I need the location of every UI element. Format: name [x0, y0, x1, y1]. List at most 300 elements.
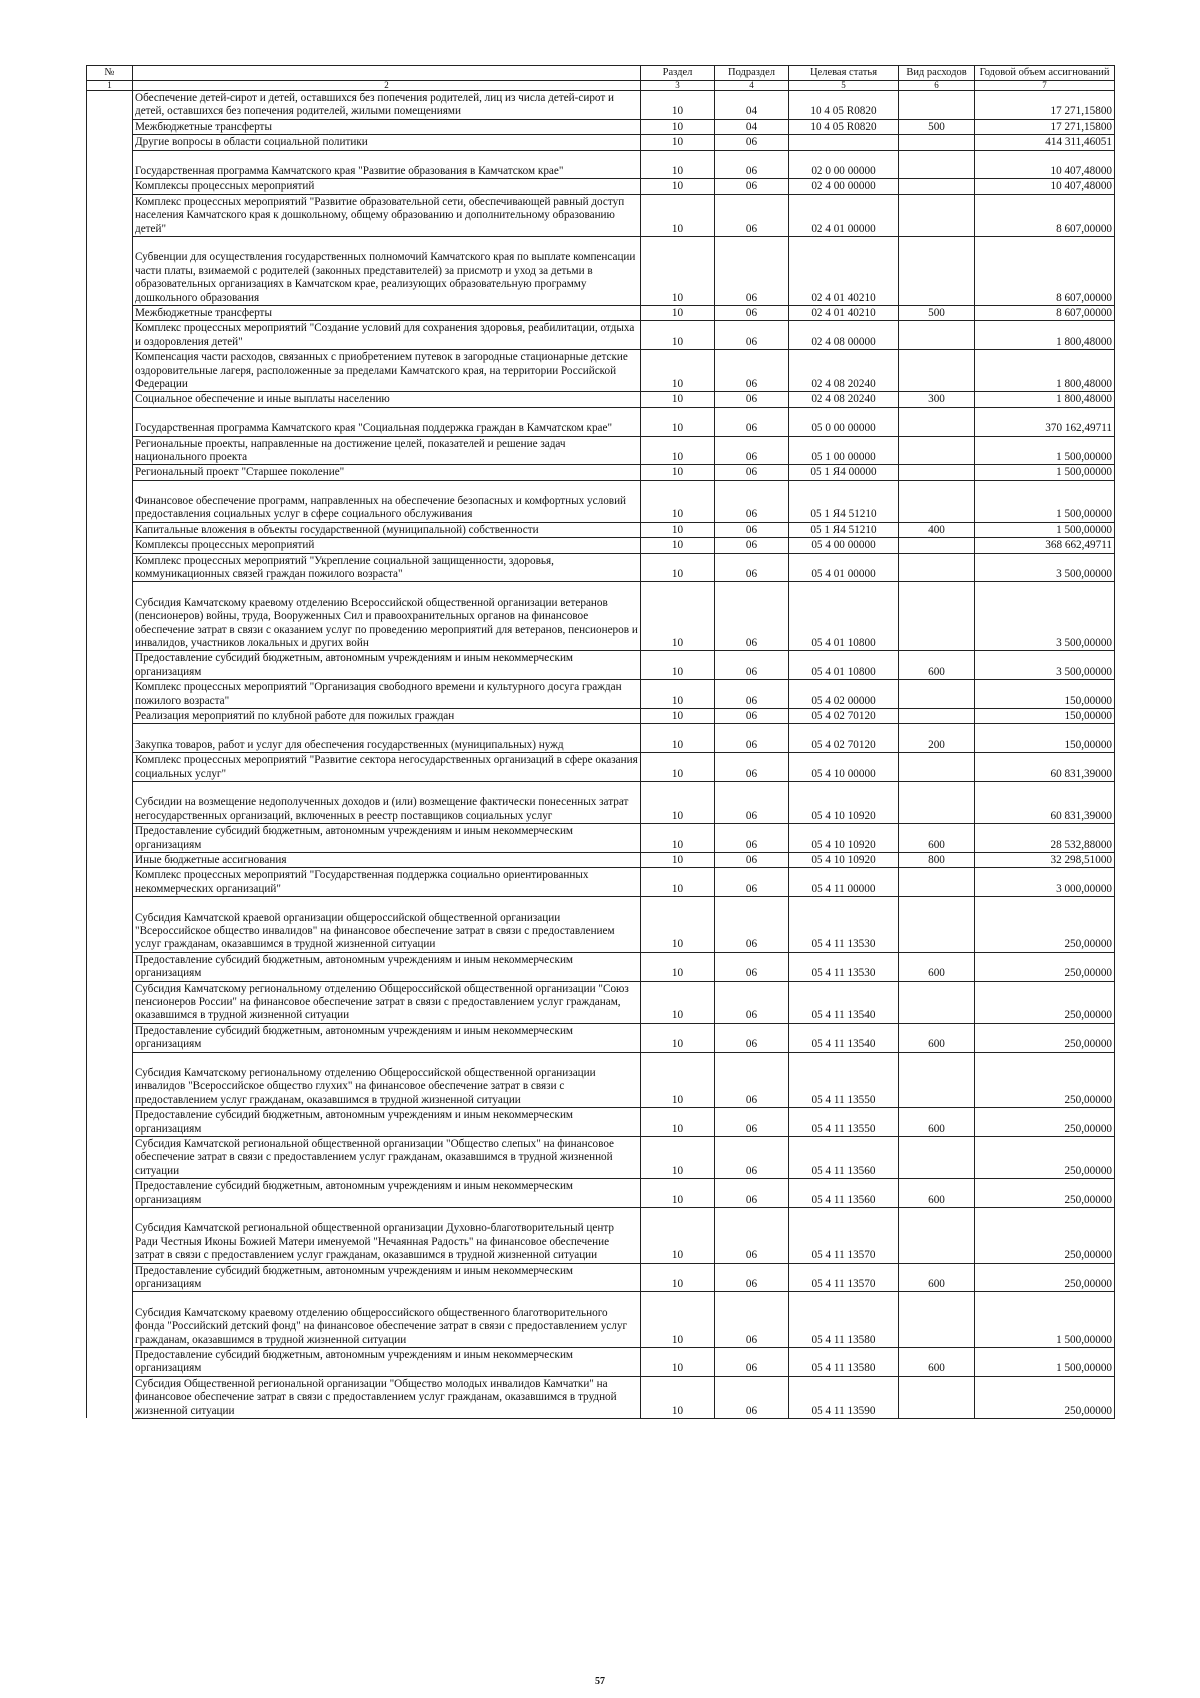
row-target: 05 0 00 00000 — [789, 407, 899, 436]
row-type — [899, 436, 975, 465]
row-razdel: 10 — [641, 824, 715, 853]
row-podrazdel: 06 — [715, 480, 789, 522]
row-amount: 368 662,49711 — [975, 538, 1115, 553]
row-target: 02 4 08 20240 — [789, 392, 899, 407]
row-amount: 150,00000 — [975, 709, 1115, 724]
row-podrazdel: 06 — [715, 1108, 789, 1137]
row-name: Комплекс процессных мероприятий "Укрепление социальной защищенности, здоровья, коммуникационных связей граждан пожилого возраста" — [133, 553, 641, 582]
row-type — [899, 582, 975, 651]
row-podrazdel: 06 — [715, 753, 789, 782]
table-row — [87, 194, 1115, 236]
row-podrazdel: 06 — [715, 824, 789, 853]
row-target: 02 4 01 00000 — [789, 194, 899, 236]
table-row — [87, 782, 1115, 824]
row-name: Субсидия Общественной региональной организации "Общество молодых инвалидов Камчатки" на финансовое обеспечение затрат в связи с предоставлением услуг гражданам, оказавшимся в трудной жизненной ситуации — [133, 1376, 641, 1418]
budget-table — [86, 65, 1115, 1419]
row-type — [899, 321, 975, 350]
row-target: 05 4 11 13550 — [789, 1108, 899, 1137]
row-podrazdel: 06 — [715, 1292, 789, 1348]
row-number-cell — [87, 753, 133, 782]
row-podrazdel: 06 — [715, 868, 789, 897]
row-razdel: 10 — [641, 538, 715, 553]
row-type — [899, 709, 975, 724]
table-row — [87, 179, 1115, 194]
row-razdel: 10 — [641, 553, 715, 582]
row-podrazdel: 06 — [715, 179, 789, 194]
row-razdel: 10 — [641, 897, 715, 953]
row-target: 05 4 02 70120 — [789, 724, 899, 753]
table-row — [87, 582, 1115, 651]
table-row — [87, 436, 1115, 465]
row-amount: 1 500,00000 — [975, 522, 1115, 537]
table-row — [87, 91, 1115, 120]
row-target: 05 4 01 10800 — [789, 651, 899, 680]
row-razdel: 10 — [641, 1136, 715, 1178]
row-name: Государственная программа Камчатского края "Развитие образования в Камчатском крае" — [133, 150, 641, 179]
row-razdel: 10 — [641, 782, 715, 824]
row-number-cell — [87, 179, 133, 194]
row-target: 05 4 01 10800 — [789, 582, 899, 651]
header-target: Целевая статья — [789, 66, 899, 81]
row-target: 05 1 Я4 51210 — [789, 480, 899, 522]
row-type — [899, 407, 975, 436]
row-type: 500 — [899, 119, 975, 134]
row-name: Комплекс процессных мероприятий "Государственная поддержка социально ориентированных некоммерческих организаций" — [133, 868, 641, 897]
row-podrazdel: 06 — [715, 436, 789, 465]
column-number-row — [87, 81, 1115, 91]
row-type — [899, 1376, 975, 1418]
row-target: 05 1 Я4 00000 — [789, 465, 899, 480]
row-number-cell — [87, 981, 133, 1023]
row-amount: 32 298,51000 — [975, 853, 1115, 868]
row-razdel: 10 — [641, 321, 715, 350]
table-row — [87, 150, 1115, 179]
row-number-cell — [87, 350, 133, 392]
table-row — [87, 1052, 1115, 1108]
row-name: Социальное обеспечение и иные выплаты населению — [133, 392, 641, 407]
row-target: 05 4 11 13580 — [789, 1347, 899, 1376]
row-podrazdel: 06 — [715, 1179, 789, 1208]
row-type — [899, 981, 975, 1023]
table-row — [87, 305, 1115, 320]
row-razdel: 10 — [641, 1347, 715, 1376]
row-razdel: 10 — [641, 1179, 715, 1208]
row-name: Субсидия Камчатскому региональному отделению Общероссийской общественной организации инвалидов "Всероссийское общество глухих" на финансовое обеспечение затрат в связи с предоставлением услуг гражданам, оказавшимся в трудной жизненной ситуации — [133, 1052, 641, 1108]
row-amount: 60 831,39000 — [975, 753, 1115, 782]
row-number-cell — [87, 724, 133, 753]
row-target: 02 4 01 40210 — [789, 305, 899, 320]
row-type — [899, 1207, 975, 1263]
row-podrazdel: 06 — [715, 321, 789, 350]
row-amount: 3 500,00000 — [975, 651, 1115, 680]
row-number-cell — [87, 952, 133, 981]
table-row — [87, 1347, 1115, 1376]
row-target: 05 4 02 00000 — [789, 680, 899, 709]
row-number-cell — [87, 305, 133, 320]
row-podrazdel: 06 — [715, 952, 789, 981]
row-amount: 414 311,46051 — [975, 135, 1115, 150]
row-name: Капитальные вложения в объекты государственной (муниципальной) собственности — [133, 522, 641, 537]
row-number-cell — [87, 465, 133, 480]
row-podrazdel: 06 — [715, 305, 789, 320]
row-number-cell — [87, 522, 133, 537]
table-row — [87, 392, 1115, 407]
row-number-cell — [87, 553, 133, 582]
row-number-cell — [87, 91, 133, 120]
row-name: Комплекс процессных мероприятий "Создание условий для сохранения здоровья, реабилитации, отдыха и оздоровления детей" — [133, 321, 641, 350]
row-name: Предоставление субсидий бюджетным, автономным учреждениям и иным некоммерческим организациям — [133, 1179, 641, 1208]
row-type: 600 — [899, 1347, 975, 1376]
row-podrazdel: 06 — [715, 1023, 789, 1052]
row-podrazdel: 06 — [715, 1263, 789, 1292]
row-razdel: 10 — [641, 150, 715, 179]
row-target: 05 4 10 00000 — [789, 753, 899, 782]
row-number-cell — [87, 1376, 133, 1418]
row-podrazdel: 06 — [715, 150, 789, 179]
row-razdel: 10 — [641, 91, 715, 120]
row-razdel: 10 — [641, 724, 715, 753]
row-name: Предоставление субсидий бюджетным, автономным учреждениям и иным некоммерческим организациям — [133, 1108, 641, 1137]
row-podrazdel: 06 — [715, 1052, 789, 1108]
row-number-cell — [87, 1108, 133, 1137]
row-number-cell — [87, 436, 133, 465]
row-target: 05 4 11 13590 — [789, 1376, 899, 1418]
row-type: 600 — [899, 1263, 975, 1292]
row-target: 02 4 08 20240 — [789, 350, 899, 392]
row-name: Субвенции для осуществления государственных полномочий Камчатского края по выплате компенсации части платы, взимаемой с родителей (законных представителей) за присмотр и уход за детьми в образовательных организациях в Камчатском крае, реализующих образовательную программу дошкольного образования — [133, 236, 641, 305]
row-number-cell — [87, 1292, 133, 1348]
row-target: 02 0 00 00000 — [789, 150, 899, 179]
row-name: Предоставление субсидий бюджетным, автономным учреждениям и иным некоммерческим организациям — [133, 952, 641, 981]
row-target: 05 4 11 13580 — [789, 1292, 899, 1348]
row-number-cell — [87, 709, 133, 724]
row-number-cell — [87, 868, 133, 897]
row-number-cell — [87, 1179, 133, 1208]
table-row — [87, 1207, 1115, 1263]
row-type — [899, 680, 975, 709]
row-target: 05 4 11 13530 — [789, 897, 899, 953]
row-target: 05 4 02 70120 — [789, 709, 899, 724]
row-razdel: 10 — [641, 1263, 715, 1292]
row-name: Межбюджетные трансферты — [133, 305, 641, 320]
row-podrazdel: 06 — [715, 407, 789, 436]
row-type — [899, 538, 975, 553]
row-amount: 250,00000 — [975, 1263, 1115, 1292]
row-target: 02 4 01 40210 — [789, 236, 899, 305]
row-podrazdel: 06 — [715, 1376, 789, 1418]
row-type — [899, 135, 975, 150]
table-row — [87, 753, 1115, 782]
row-podrazdel: 06 — [715, 236, 789, 305]
row-podrazdel: 06 — [715, 553, 789, 582]
row-podrazdel: 06 — [715, 709, 789, 724]
header-podrazdel: Подраздел — [715, 66, 789, 81]
row-number-cell — [87, 897, 133, 953]
row-amount: 250,00000 — [975, 1376, 1115, 1418]
row-type — [899, 553, 975, 582]
row-type: 600 — [899, 1108, 975, 1137]
row-amount: 1 800,48000 — [975, 392, 1115, 407]
row-razdel: 10 — [641, 194, 715, 236]
column-number: 6 — [899, 81, 975, 91]
row-amount: 10 407,48000 — [975, 150, 1115, 179]
row-type — [899, 1052, 975, 1108]
table-row — [87, 236, 1115, 305]
column-number: 1 — [87, 81, 133, 91]
row-podrazdel: 06 — [715, 392, 789, 407]
row-number-cell — [87, 407, 133, 436]
table-row — [87, 981, 1115, 1023]
table-row — [87, 824, 1115, 853]
row-type — [899, 753, 975, 782]
row-type — [899, 868, 975, 897]
row-amount: 17 271,15800 — [975, 119, 1115, 134]
row-target: 05 1 00 00000 — [789, 436, 899, 465]
row-type — [899, 897, 975, 953]
row-target: 05 4 11 13540 — [789, 981, 899, 1023]
row-podrazdel: 06 — [715, 724, 789, 753]
row-razdel: 10 — [641, 680, 715, 709]
row-name: Субсидия Камчатскому региональному отделению Общероссийской общественной организации "Союз пенсионеров России" на финансовое обеспечение затрат в связи с предоставлением услуг гражданам, оказавшимся в трудной жизненной ситуации — [133, 981, 641, 1023]
row-podrazdel: 06 — [715, 651, 789, 680]
row-number-cell — [87, 782, 133, 824]
row-razdel: 10 — [641, 179, 715, 194]
row-name: Субсидия Камчатской региональной общественной организации "Общество слепых" на финансовое обеспечение затрат в связи с предоставлением услуг гражданам, оказавшимся в трудной жизненной ситуации — [133, 1136, 641, 1178]
row-amount: 250,00000 — [975, 952, 1115, 981]
row-target: 05 1 Я4 51210 — [789, 522, 899, 537]
row-amount: 150,00000 — [975, 680, 1115, 709]
row-type: 600 — [899, 1023, 975, 1052]
row-podrazdel: 06 — [715, 1347, 789, 1376]
table-row — [87, 1108, 1115, 1137]
row-podrazdel: 06 — [715, 1136, 789, 1178]
row-number-cell — [87, 150, 133, 179]
row-name: Региональный проект "Старшее поколение" — [133, 465, 641, 480]
row-name: Комплекс процессных мероприятий "Развитие образовательной сети, обеспечивающей равный доступ населения Камчатского края к дошкольному, общему образованию и дополнительному образованию детей" — [133, 194, 641, 236]
table-row — [87, 119, 1115, 134]
table-row — [87, 1292, 1115, 1348]
row-name: Предоставление субсидий бюджетным, автономным учреждениям и иным некоммерческим организациям — [133, 1023, 641, 1052]
row-number-cell — [87, 1347, 133, 1376]
row-name: Государственная программа Камчатского края "Социальная поддержка граждан в Камчатском крае" — [133, 407, 641, 436]
row-amount: 1 800,48000 — [975, 321, 1115, 350]
row-podrazdel: 06 — [715, 981, 789, 1023]
row-podrazdel: 06 — [715, 1207, 789, 1263]
row-number-cell — [87, 1052, 133, 1108]
row-number-cell — [87, 853, 133, 868]
row-number-cell — [87, 135, 133, 150]
row-razdel: 10 — [641, 1292, 715, 1348]
row-target: 10 4 05 R0820 — [789, 119, 899, 134]
table-body — [87, 91, 1115, 1419]
row-amount: 1 500,00000 — [975, 1347, 1115, 1376]
column-number: 2 — [133, 81, 641, 91]
row-razdel: 10 — [641, 709, 715, 724]
column-number: 3 — [641, 81, 715, 91]
row-podrazdel: 06 — [715, 782, 789, 824]
row-amount: 3 500,00000 — [975, 582, 1115, 651]
row-razdel: 10 — [641, 1052, 715, 1108]
row-target: 05 4 11 13550 — [789, 1052, 899, 1108]
row-amount: 8 607,00000 — [975, 305, 1115, 320]
row-target: 10 4 05 R0820 — [789, 91, 899, 120]
table-row — [87, 1263, 1115, 1292]
row-target: 05 4 01 00000 — [789, 553, 899, 582]
table-row — [87, 868, 1115, 897]
table-row — [87, 1376, 1115, 1418]
row-razdel: 10 — [641, 1108, 715, 1137]
row-amount: 250,00000 — [975, 1179, 1115, 1208]
row-number-cell — [87, 1207, 133, 1263]
row-podrazdel: 06 — [715, 194, 789, 236]
row-razdel: 10 — [641, 392, 715, 407]
row-amount: 1 500,00000 — [975, 480, 1115, 522]
row-razdel: 10 — [641, 436, 715, 465]
row-type: 600 — [899, 651, 975, 680]
row-target: 05 4 10 10920 — [789, 853, 899, 868]
table-row — [87, 709, 1115, 724]
row-number-cell — [87, 1023, 133, 1052]
row-amount: 3 500,00000 — [975, 553, 1115, 582]
header-type: Вид расходов — [899, 66, 975, 81]
row-name: Закупка товаров, работ и услуг для обеспечения государственных (муниципальных) нужд — [133, 724, 641, 753]
row-target: 05 4 10 10920 — [789, 824, 899, 853]
row-type — [899, 1136, 975, 1178]
row-number-cell — [87, 236, 133, 305]
row-podrazdel: 06 — [715, 522, 789, 537]
table-row — [87, 952, 1115, 981]
row-amount: 250,00000 — [975, 1207, 1115, 1263]
table-row — [87, 680, 1115, 709]
table-row — [87, 135, 1115, 150]
row-target: 05 4 11 13570 — [789, 1207, 899, 1263]
row-amount: 28 532,88000 — [975, 824, 1115, 853]
row-amount: 150,00000 — [975, 724, 1115, 753]
row-target: 02 4 00 00000 — [789, 179, 899, 194]
row-name: Комплекс процессных мероприятий "Организация свободного времени и культурного досуга граждан пожилого возраста" — [133, 680, 641, 709]
table-row — [87, 1179, 1115, 1208]
row-target: 05 4 10 10920 — [789, 782, 899, 824]
row-name: Предоставление субсидий бюджетным, автономным учреждениям и иным некоммерческим организациям — [133, 1347, 641, 1376]
row-number-cell — [87, 1136, 133, 1178]
row-number-cell — [87, 1263, 133, 1292]
row-type — [899, 350, 975, 392]
column-number: 4 — [715, 81, 789, 91]
row-target: 05 4 11 13570 — [789, 1263, 899, 1292]
row-type: 600 — [899, 824, 975, 853]
row-name: Субсидия Камчатскому краевому отделению Всероссийской общественной организации ветеранов (пенсионеров) войны, труда, Вооруженных Сил и правоохранительных органов на финансовое обеспечение затрат в связи с оказанием услуг по проведению мероприятий для ветеранов, пенсионеров и инвалидов, участников локальных и других войн — [133, 582, 641, 651]
row-type: 800 — [899, 853, 975, 868]
header-no: № — [87, 66, 133, 81]
row-amount: 1 500,00000 — [975, 465, 1115, 480]
row-amount: 3 000,00000 — [975, 868, 1115, 897]
table-row — [87, 897, 1115, 953]
row-target: 02 4 08 00000 — [789, 321, 899, 350]
row-target: 05 4 11 13530 — [789, 952, 899, 981]
row-amount: 250,00000 — [975, 981, 1115, 1023]
column-number: 7 — [975, 81, 1115, 91]
row-target: 05 4 11 13560 — [789, 1179, 899, 1208]
row-type — [899, 236, 975, 305]
row-number-cell — [87, 480, 133, 522]
row-razdel: 10 — [641, 305, 715, 320]
row-razdel: 10 — [641, 868, 715, 897]
row-type: 600 — [899, 1179, 975, 1208]
row-name: Компенсация части расходов, связанных с приобретением путевок в загородные стационарные детские оздоровительные лагеря, расположенные за пределами Камчатского края, на территории Российской Федерации — [133, 350, 641, 392]
header-amount: Годовой объем ассигнований — [975, 66, 1115, 81]
row-name: Субсидия Камчатскому краевому отделению общероссийского общественного благотворительного фонда "Российский детский фонд" на финансовое обеспечение затрат в связи с предоставлением услуг гражданам, оказавшимся в трудной жизненной ситуации — [133, 1292, 641, 1348]
table-row — [87, 553, 1115, 582]
row-name: Реализация мероприятий по клубной работе для пожилых граждан — [133, 709, 641, 724]
row-name: Субсидия Камчатской региональной общественной организации Духовно-благотворительный центр Ради Честныя Иконы Божией Матери именуемой "Нечаянная Радость" на финансовое обеспечение затрат в связи с предоставлением услуг гражданам, оказавшимся в трудной жизненной ситуации — [133, 1207, 641, 1263]
table-row — [87, 1023, 1115, 1052]
row-razdel: 10 — [641, 135, 715, 150]
row-podrazdel: 06 — [715, 135, 789, 150]
row-number-cell — [87, 194, 133, 236]
row-amount: 250,00000 — [975, 1136, 1115, 1178]
row-podrazdel: 06 — [715, 582, 789, 651]
row-name: Предоставление субсидий бюджетным, автономным учреждениям и иным некоммерческим организациям — [133, 824, 641, 853]
row-razdel: 10 — [641, 350, 715, 392]
page-number: 57 — [595, 1676, 605, 1687]
row-type: 300 — [899, 392, 975, 407]
table-row — [87, 350, 1115, 392]
row-number-cell — [87, 582, 133, 651]
row-podrazdel: 06 — [715, 897, 789, 953]
row-name: Финансовое обеспечение программ, направленных на обеспечение безопасных и комфортных условий предоставления социальных услуг в сфере социального обслуживания — [133, 480, 641, 522]
row-razdel: 10 — [641, 480, 715, 522]
row-amount: 60 831,39000 — [975, 782, 1115, 824]
row-name: Региональные проекты, направленные на достижение целей, показателей и решение задач национального проекта — [133, 436, 641, 465]
table-row — [87, 407, 1115, 436]
row-type: 400 — [899, 522, 975, 537]
row-amount: 1 500,00000 — [975, 436, 1115, 465]
row-name: Комплексы процессных мероприятий — [133, 179, 641, 194]
row-razdel: 10 — [641, 1023, 715, 1052]
row-number-cell — [87, 651, 133, 680]
row-amount: 250,00000 — [975, 897, 1115, 953]
row-razdel: 10 — [641, 753, 715, 782]
table-row — [87, 853, 1115, 868]
row-name: Субсидии на возмещение недополученных доходов и (или) возмещение фактически понесенных затрат негосударственных организаций, включенных в реестр поставщиков социальных услуг — [133, 782, 641, 824]
row-razdel: 10 — [641, 952, 715, 981]
row-number-cell — [87, 538, 133, 553]
header-razdel: Раздел — [641, 66, 715, 81]
row-amount: 10 407,48000 — [975, 179, 1115, 194]
row-amount: 8 607,00000 — [975, 194, 1115, 236]
table-row — [87, 724, 1115, 753]
table-row — [87, 522, 1115, 537]
row-name: Обеспечение детей-сирот и детей, оставшихся без попечения родителей, лиц из числа детей-сирот и детей, оставшихся без попечения родителей, жилыми помещениями — [133, 91, 641, 120]
row-amount: 17 271,15800 — [975, 91, 1115, 120]
row-type: 200 — [899, 724, 975, 753]
row-type — [899, 480, 975, 522]
row-razdel: 10 — [641, 582, 715, 651]
row-name: Иные бюджетные ассигнования — [133, 853, 641, 868]
row-podrazdel: 06 — [715, 853, 789, 868]
row-podrazdel: 06 — [715, 465, 789, 480]
row-razdel: 10 — [641, 1207, 715, 1263]
table-row — [87, 1136, 1115, 1178]
row-podrazdel: 06 — [715, 680, 789, 709]
row-razdel: 10 — [641, 465, 715, 480]
row-amount: 8 607,00000 — [975, 236, 1115, 305]
row-amount: 1 800,48000 — [975, 350, 1115, 392]
row-razdel: 10 — [641, 853, 715, 868]
budget-table-sheet — [86, 65, 1114, 1419]
row-amount: 370 162,49711 — [975, 407, 1115, 436]
table-header-row — [87, 66, 1115, 81]
